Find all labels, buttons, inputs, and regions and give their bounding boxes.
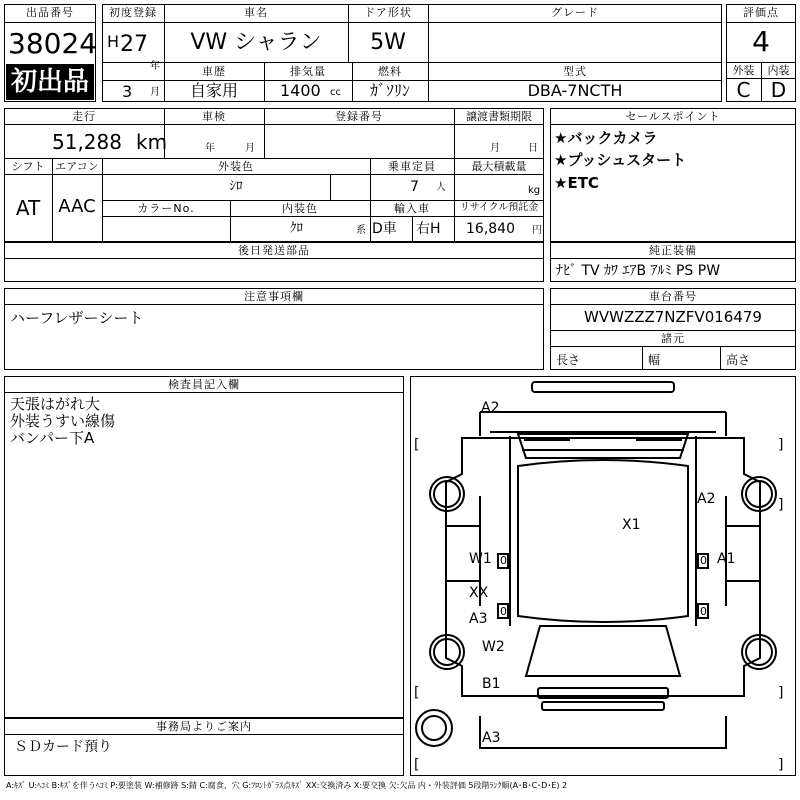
capacity: 7 [410,179,419,195]
bracket-spare-left: [ [414,757,420,773]
zero-right-rear: 0 [700,605,707,618]
bracket-mid-right: ] [778,497,784,513]
transfer-month-unit: 月 [490,143,500,154]
color-no-label: カラーNo. [137,202,195,215]
displacement-unit: cc [330,87,341,98]
capacity-unit: 人 [436,182,446,193]
max-load-unit: kg [528,185,541,196]
dims-label: 諸元 [661,332,685,345]
int-color-label: 内装色 [282,202,318,215]
mark-a3-bottom: A3 [482,730,501,746]
transfer-label: 譲渡書類期限 [466,110,532,123]
reg-year: 27 [120,32,148,57]
model: DBA-7NCTH [527,81,623,100]
notes-label: 注意事項欄 [244,290,304,303]
bracket-front-left: [ [414,437,420,453]
fuel-label: 燃料 [378,65,402,78]
car-name: VW シャラン [190,30,322,55]
zero-left-front: 0 [500,554,507,567]
recycle-label: リサイクル預託金 [459,202,539,213]
shift: AT [15,196,41,220]
score-label: 評価点 [743,6,779,19]
fuel: ｶﾞｿﾘﾝ [369,81,410,100]
details-box [4,108,544,242]
recycle-unit: 円 [532,225,542,236]
equipment-value: ﾅﾋﾞ TV ｶﾜ ｴｱB ｱﾙﾐ PS PW [556,263,721,279]
car-diagram [410,376,796,776]
grade-label: グレード [551,6,599,19]
bracket-front-right: ] [778,437,784,453]
legend: A:ｷｽﾞ U:ﾍｺﾐ B:ｷｽﾞを伴うﾍｺﾐ P:要塗装 W:補修跡 S:錆 C:腐食、穴 G:ﾌﾛﾝﾄｶﾞﾗｽ点ｷｽﾞ XX:交換済み X:要交換 欠:欠品 内・外装評価 5段階ﾗﾝｸ順(A･B･C･D･E) 2 [6,781,568,790]
mark-x1: X1 [622,517,641,533]
exterior-label: 外装 [732,64,755,77]
first-listing-badge: 初出品 [6,64,94,100]
max-load-label: 最大積載量 [471,160,527,173]
ext-color-label: 外装色 [218,160,254,173]
score: 4 [752,25,770,58]
ext-color: ｼﾛ [229,179,243,194]
aircon-label: エアコン [55,160,99,173]
equipment-label: 純正装備 [649,244,697,257]
exterior-grade: C [736,78,751,102]
steering: 右H [416,221,441,237]
era: H [107,32,120,51]
mark-w1: W1 [469,551,492,567]
zero-left-rear: 0 [500,605,507,618]
door-type: 5W [370,30,406,55]
inspection-year-unit: 年 [205,143,215,154]
mark-a2-right: A2 [697,491,716,507]
mileage: 51,288 [52,130,122,154]
displacement: 1400 [280,81,321,100]
history-label: 車歴 [202,65,226,78]
int-color-suffix: 系 [356,225,366,236]
month-unit: 月 [150,87,160,98]
chassis-label: 車台番号 [649,290,697,303]
bracket-spare-right: ] [778,757,784,773]
lot-number: 38024 [8,27,98,60]
displacement-label: 排気量 [290,65,326,78]
inspector-line-3: バンパー下A [10,429,95,447]
sales-points-label: セールスポイント [625,110,721,123]
car-name-label: 車名 [244,6,268,19]
import-value: D車 [372,221,397,237]
interior-grade: D [770,78,787,102]
inspection-label: 車検 [202,110,226,123]
sales-point-1: ★バックカメラ [554,129,658,147]
transfer-day-unit: 日 [528,143,538,154]
reg-no-label: 登録番号 [335,110,383,123]
sales-point-3: ★ETC [554,174,599,192]
inspector-label: 検査員記入欄 [168,378,240,391]
capacity-label: 乗車定員 [388,160,436,173]
height-label: 高さ [726,353,751,367]
mark-a2-top: A2 [481,400,500,416]
model-label: 型式 [563,65,587,78]
length-label: 長さ [556,353,581,367]
mark-b1: B1 [482,676,501,692]
sales-point-2: ★プッシュスタート [554,151,687,169]
shift-label: シフト [11,160,45,173]
zero-right-front: 0 [700,554,707,567]
mark-a3-left: A3 [469,611,488,627]
mileage-unit: km [136,130,168,154]
office-label: 事務局よりご案内 [156,720,252,733]
mark-w2: W2 [482,639,505,655]
year-unit: 年 [150,61,160,72]
history: 自家用 [189,81,238,100]
recycle-amount: 16,840 [466,221,515,237]
import-label: 輸入車 [394,202,430,215]
aircon: AAC [58,196,96,217]
inspection-month-unit: 月 [245,143,255,154]
mark-xx: XX [469,585,489,601]
bracket-rear-right: ] [778,685,784,701]
reg-label: 初度登録 [109,6,157,19]
chassis-number: WVWZZZ7NZFV016479 [584,308,762,326]
mileage-label: 走行 [72,110,96,123]
bracket-rear-left: [ [414,685,420,701]
lot-label: 出品番号 [26,6,74,19]
inspector-line-1: 天張はがれ大 [10,395,101,413]
office-text: ＳＤカード預り [14,739,112,755]
mark-a1: A1 [717,551,736,567]
inspector-line-2: 外装うすい線傷 [10,412,116,430]
later-parts-label: 後日発送部品 [238,244,310,257]
door-label: ドア形状 [364,6,412,19]
reg-month: 3 [122,82,133,101]
interior-label: 内装 [767,64,790,77]
int-color: ｸﾛ [290,221,303,236]
notes-text: ハーフレザーシート [10,309,144,327]
width-label: 幅 [648,353,661,367]
